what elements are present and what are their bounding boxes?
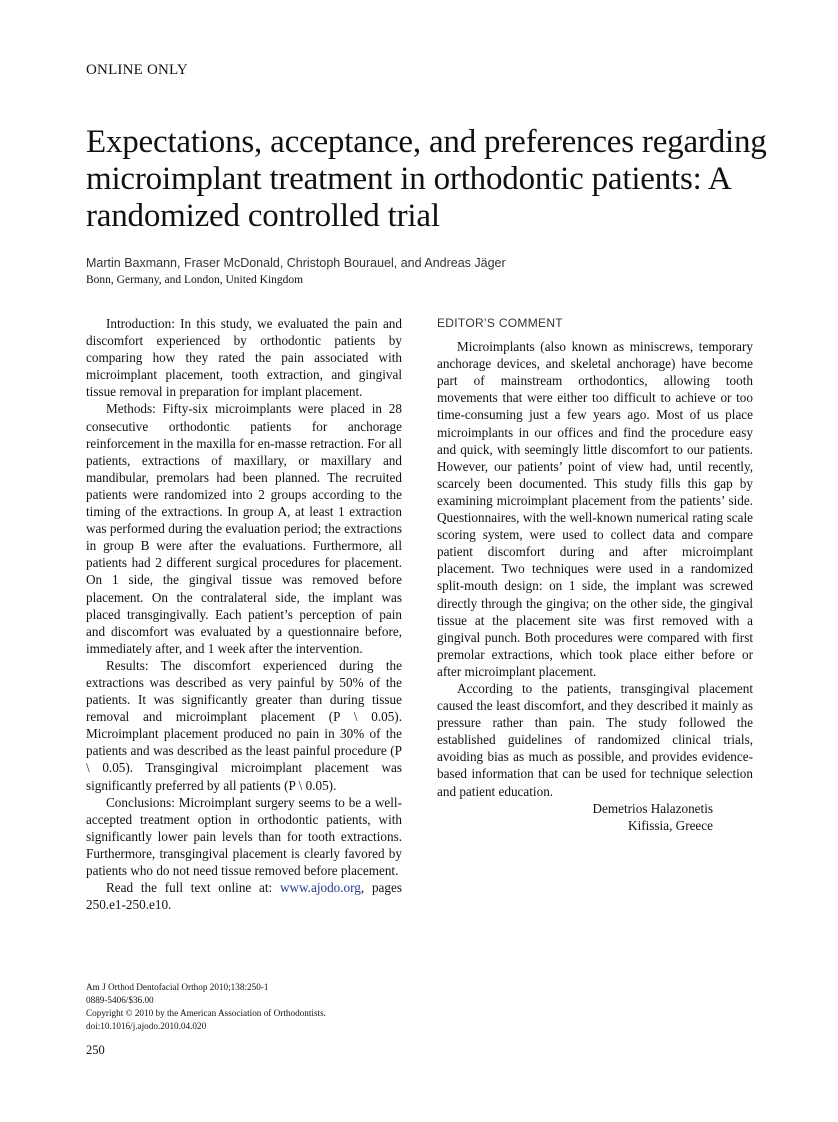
journal-link[interactable]: www.ajodo.org [279,880,361,896]
editor-comment-paragraph-2: According to the patients, transgingival placement caused the least discomfort, and they described it mainly as pressure rather than pain. The study followed the established guidelines of randomized clinical trials, avoiding bias as much as possible, and provides evidence-based information that can be used for technique selection and patient education. [437,680,753,799]
editor-signature-name: Demetrios Halazonetis [592,800,713,816]
abstract-column [86,315,402,913]
editor-signature-location: Kifissia, Greece [628,817,713,833]
abstract-methods: Methods: Fifty-six microimplants were placed in 28 consecutive orthodontic patients for anchorage reinforcement in the maxilla for en-masse retraction. For all patients, extractions of maxillary, or maxillary and mandibular, premolars had been planned. The recruited patients were randomized into 2 groups according to the timing of the extractions. In group A, at least 1 extraction was performed during the evaluation period; the extractions in group B were after the evaluations. Furthermore, all patients had 2 different surgical procedures for placement. On 1 side, the gingival tissue was removed before placement. On the contralateral side, the implant was placed transgingivally. Each patient’s perception of pain and discomfort was evaluated by a questionnaire before, immediately after, and 1 week after the intervention. [86,401,403,656]
journal-citation: Am J Orthod Dentofacial Orthop 2010;138:250-1 [86,982,269,992]
page-number: 250 [86,1043,105,1057]
read-full-text [86,879,402,913]
author-list: Martin Baxmann, Fraser McDonald, Christoph Bourauel, and Andreas Jäger [86,256,506,270]
abstract-results: Results: The discomfort experienced during the extractions was described as very painful by 50% of the patients. It was significantly greater than during tissue removal and microimplant placement (P \ 0.05). Microimplant placement produced no pain in 30% of the patients and was described as the least painful procedure (P \ 0.05). Transgingival microimplant placement was significantly preferred by all patients (P \ 0.05). [86,657,402,793]
issn-price: 0889-5406/$36.00 [86,995,154,1005]
read-prefix: Read the full text online at: [106,880,280,896]
affiliation: Bonn, Germany, and London, United Kingdom [86,274,304,286]
editor-comment-heading: EDITOR’S COMMENT [437,316,563,330]
copyright-notice: Copyright © 2010 by the American Association of Orthodontists. [86,1008,326,1018]
section-label: ONLINE ONLY [86,62,188,78]
editor-comment-column [437,315,753,834]
editor-comment-paragraph-1: Microimplants (also known as miniscrews, temporary anchorage devices, and skeletal anchorage) have become part of mainstream orthodontics, allowing tooth movements that were either too difficult to achieve or too time-consuming just a few years ago. Most of us place microimplants in our offices and find the procedure easy and quick, with seemingly little discomfort to our patients. However, our patients’ point of view had, until recently, scarcely been documented. This study fills this gap by examining microimplant placement from the patients’ side. Questionnaires, with the well-known numerical rating scale scoring system, were used to collect data and compare patient discomfort during and after microimplant placement. Two techniques were used in a randomized split-mouth design: on 1 side, the implant was screwed directly through the gingiva; on the other side, the gingival tissue at the placement site was first removed with a gingival punch. Both procedures were compared with first premolar extractions, which took place either before or after microimplant placement. [437,339,753,679]
read-suffix: , pages 250.e1-250.e10. [86,880,402,913]
citation-footer [86,981,326,1033]
doi: doi:10.1016/j.ajodo.2010.04.020 [86,1021,207,1031]
abstract-conclusions: Conclusions: Microimplant surgery seems to be a well-accepted treatment option in orthodontic patients, with significantly lower pain levels than for tooth extractions. Furthermore, transgingival placement is clearly favored by patients who do not need tissue removed before placement. [86,794,402,878]
article-title: Expectations, acceptance, and preferences regarding microimplant treatment in orthodontic patients: A randomized controlled trial [86,124,767,234]
abstract-introduction: Introduction: In this study, we evaluated the pain and discomfort experienced by orthodontic patients by comparing how they rated the pain associated with microimplant placement, tooth extraction, and gingival tissue removal in preparation for implant placement. [86,316,402,400]
